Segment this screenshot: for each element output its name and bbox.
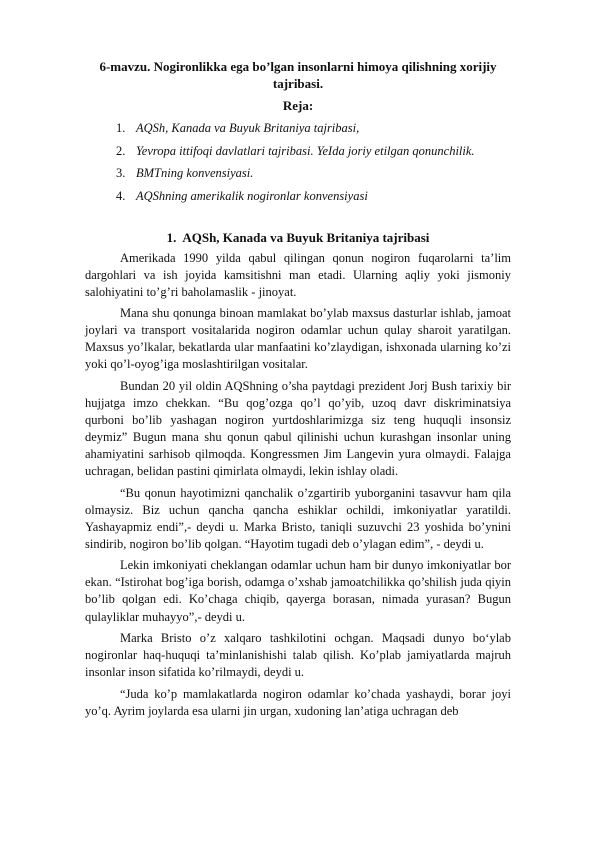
- plan-item-number: 3.: [116, 166, 126, 180]
- plan-item-text: BMTning konvensiyasi.: [136, 166, 254, 180]
- plan-item-text: Yevropa ittifoqi davlatlari tajribasi. YeIda joriy etilgan qonunchilik.: [136, 143, 475, 158]
- plan-item-number: 4.: [116, 188, 126, 203]
- section-title: AQSh, Kanada va Buyuk Britaniya tajribasi: [182, 229, 430, 245]
- plan-item-number: 1.: [116, 121, 126, 135]
- plan-item-number: 2.: [116, 143, 126, 158]
- document-title: 6-mavzu. Nogironlikka ega bo’lgan insonlarni himoya qilishning xorijiy tajribasi.: [99, 59, 497, 91]
- plan-item: [116, 143, 511, 160]
- plan-list: [85, 120, 511, 205]
- plan-item-text: AQShning amerikalik nogironlar konvensiyasi: [136, 188, 368, 203]
- plan-item: [116, 165, 511, 182]
- plan-heading: Reja:: [282, 98, 314, 113]
- body-paragraph: Marka Bristo o’z xalqaro tashkilotini ochgan. Maqsadi dunyo bo‘ylab nogironlar haq-huquqi ta’minlanishishi talab qilish. Ko’plab jamiyatlarda majruh insonlar inson sifatida ko’rilmaydi, deydi u.: [85, 630, 511, 680]
- body-paragraph: Amerikada 1990 yilda qabul qilingan qonun nogiron fuqarolarni ta’lim dargohlari va ish joyida kamsitishni man etadi. Ularning aqliy yoki jismoniy salohiyatini to’g’ri baholamaslik - jinoyat.: [85, 250, 511, 299]
- body-paragraph: Bundan 20 yil oldin AQShning o’sha paytdagi prezident Jorj Bush tarixiy bir hujjatga imzo chekkan. “Bu qog’ozga qo’l qo’yib, uzoq davr diskriminatsiya qurboni bo’lib yashagan nogiron yurtdoshlarimizga siz teng huquqli insonsiz deymiz” Bugun mana shu qonun qabul qilinishi uchun kurashgan insonlar uning ahamiyatini sarhisob qilmoqda. Kongressmen Jim Langevin yura olmaydi. Falajga uchragan, belidan pastini qimirlata olmaydi, lekin ishlay oladi.: [85, 378, 511, 479]
- body-paragraph: “Bu qonun hayotimizni qanchalik o’zgartirib yuborganini tasavvur ham qila olmaysiz. Biz uchun qancha qancha eshiklar ochildi, imkoniyatlar yaratildi. Yashayapmiz endi”,- deydi u. Marka Bristo, taniqli suzuvchi 23 yoshida bo’ynini sindirib, nogiron bo’lib qolgan. “Hayotim tugadi deb o’ylagan edim”, - deydi u.: [85, 485, 511, 551]
- plan-item-text: AQSh, Kanada va Buyuk Britaniya tajribasi,: [136, 121, 360, 135]
- plan-item: [116, 120, 511, 137]
- section-heading: [85, 229, 511, 246]
- body-paragraph: Mana shu qonunga binoan mamlakat bo’ylab maxsus dasturlar ishlab, jamoat joylari va transport vositalarida nogiron odamlar uchun qulay sharoit yaratilgan. Maxsus yo’lkalar, bekatlarda ular manfaatini ko’zlaydigan, ishxonada ularning ko’zi yoki qo’l-oyog’iga moslashtirilgan vositalar.: [85, 306, 511, 372]
- plan-item: [116, 188, 511, 205]
- body-paragraph: Lekin imkoniyati cheklangan odamlar uchun ham bir dunyo imkoniyatlar bor ekan. “Istirohat bog’iga borish, odamga o’xshab jamoatchilikka qo’shilish juda qiyin bo’lib qolgan edi. Ko’chaga chiqib, qayerga borasan, nimada yurasan? Bugun qulayliklar muhayyo”,- deydi u.: [85, 558, 511, 624]
- body-paragraph: “Juda ko’p mamlakatlarda nogiron odamlar ko’chada yashaydi, borar joyi yo’q. Ayrim joylarda esa ularni jin urgan, xudoning lan’atiga uchragan deb: [85, 686, 511, 718]
- section-number: 1.: [166, 229, 177, 245]
